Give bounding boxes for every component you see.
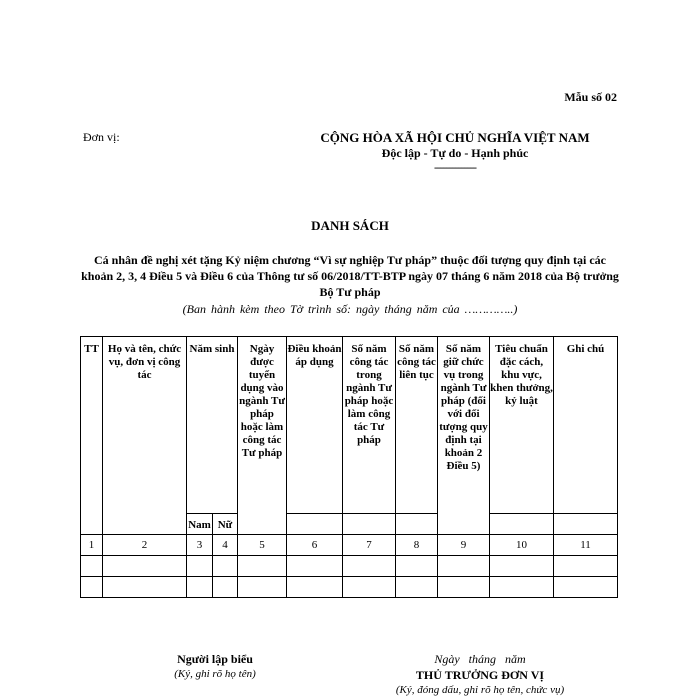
motto-underline: --------------	[434, 160, 476, 174]
table-cell[interactable]	[103, 577, 187, 598]
unit-label: Đơn vị:	[83, 130, 120, 144]
column-number: 8	[396, 535, 438, 556]
table-cell[interactable]	[103, 556, 187, 577]
table-cell[interactable]	[238, 577, 287, 598]
table-cell[interactable]	[187, 577, 213, 598]
table-cell[interactable]	[238, 556, 287, 577]
preparer-note: (Ký, ghi rõ họ tên)	[174, 668, 256, 680]
signature-date: Ngày tháng năm	[434, 652, 526, 666]
head-of-unit-note: (Ký, đóng dấu, ghi rõ họ tên, chức vụ)	[395, 684, 565, 696]
table-cell[interactable]	[554, 556, 618, 577]
table-cell[interactable]	[554, 577, 618, 598]
header-name: Họ và tên, chức vụ, đơn vị công tác	[103, 337, 187, 535]
header-years-in-sector: Số năm công tác trong ngành Tư pháp hoặc làm công tác Tư pháp	[343, 337, 396, 514]
table-cell[interactable]	[396, 577, 438, 598]
document-issued-note: (Ban hành kèm theo Tờ trình số: ngày tháng năm của …………..)	[182, 302, 518, 316]
table-cell[interactable]	[438, 577, 490, 598]
header-tt: TT	[81, 337, 103, 535]
table-cell[interactable]	[343, 556, 396, 577]
national-title: CỘNG HÒA XÃ HỘI CHỦ NGHĨA VIỆT NAM	[320, 130, 590, 145]
document-subtitle: Cá nhân đề nghị xét tặng Kỷ niệm chương “Vì sự nghiệp Tư pháp” thuộc đối tượng quy định tại các khoản 2, 3, 4 Điều 5 và Điều 6 của Thông tư số 06/2018/TT-BTP ngày 07 tháng 6 năm 2018 của Bộ trưởng Bộ Tư pháp	[81, 253, 619, 299]
table-cell[interactable]	[213, 577, 238, 598]
table-cell[interactable]	[287, 556, 343, 577]
header-years-continuous: Số năm công tác liên tục	[396, 337, 438, 514]
header-male: Nam	[187, 514, 213, 535]
table-cell[interactable]	[81, 577, 103, 598]
column-number: 10	[490, 535, 554, 556]
table-cell[interactable]	[187, 556, 213, 577]
table-row	[81, 556, 618, 577]
header-years-in-position: Số năm giữ chức vụ trong ngành Tư pháp (đối với đối tượng quy định tại khoản 2 Điều 5)	[438, 337, 490, 535]
subheader-empty	[287, 514, 343, 535]
column-number: 5	[238, 535, 287, 556]
column-number: 7	[343, 535, 396, 556]
subheader-empty	[343, 514, 396, 535]
nominee-list-table	[80, 336, 618, 598]
motto: Độc lập - Tự do - Hạnh phúc	[381, 146, 529, 160]
header-notes: Ghi chú	[554, 337, 618, 514]
table-cell[interactable]	[287, 577, 343, 598]
column-number: 3	[187, 535, 213, 556]
document-title: DANH SÁCH	[311, 218, 389, 233]
table-cell[interactable]	[490, 577, 554, 598]
table-cell[interactable]	[343, 577, 396, 598]
table-row	[81, 577, 618, 598]
header-date-recruited: Ngày được tuyển dụng vào ngành Tư pháp hoặc làm công tác Tư pháp	[238, 337, 287, 535]
subheader-empty	[490, 514, 554, 535]
header-birth-year: Năm sinh	[187, 337, 238, 514]
table-cell[interactable]	[490, 556, 554, 577]
preparer-title: Người lập biểu	[177, 652, 253, 666]
subheader-empty	[396, 514, 438, 535]
table-header-row	[81, 337, 618, 514]
column-number: 11	[554, 535, 618, 556]
subheader-empty	[554, 514, 618, 535]
table-cell[interactable]	[438, 556, 490, 577]
head-of-unit-title: THỦ TRƯỞNG ĐƠN VỊ	[415, 668, 545, 682]
column-number: 4	[213, 535, 238, 556]
column-number-row	[81, 535, 618, 556]
column-number: 9	[438, 535, 490, 556]
column-number: 1	[81, 535, 103, 556]
column-number: 6	[287, 535, 343, 556]
table-cell[interactable]	[396, 556, 438, 577]
header-clause: Điều khoản áp dụng	[287, 337, 343, 514]
header-criteria: Tiêu chuẩn đặc cách, khu vực, khen thưởng, kỷ luật	[490, 337, 554, 514]
form-code: Mẫu số 02	[564, 90, 617, 104]
header-female: Nữ	[213, 514, 238, 535]
table-cell[interactable]	[213, 556, 238, 577]
table-cell[interactable]	[81, 556, 103, 577]
column-number: 2	[103, 535, 187, 556]
